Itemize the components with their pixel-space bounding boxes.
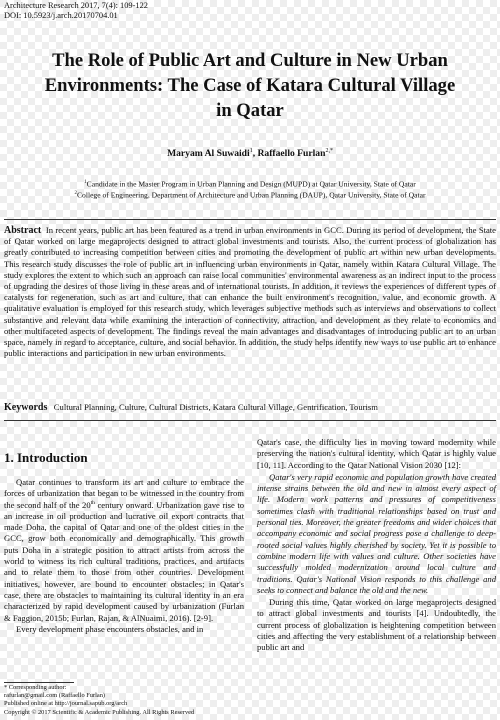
abstract-label: Abstract (4, 225, 42, 236)
doi-line: DOI: 10.5923/j.arch.20170704.01 (4, 10, 118, 20)
footnotes (4, 684, 194, 717)
right-column (257, 437, 496, 654)
top-divider (4, 219, 496, 220)
footnote-email: rafurlan@gmail.com (Raffaello Furlan) (4, 692, 106, 700)
paper-title (20, 48, 480, 123)
section-heading: 1. Introduction (4, 450, 88, 465)
title-line-3: in Qatar (216, 100, 284, 121)
vision-quote: Qatar's very rapid economic and population growth have created intense strains between the old and new in almost every aspect of life. Modern work patterns and pressures of competitiveness sometimes clash with traditional relationships based on trust and personal ties. Moreover, the greater freedoms and wider choices that accompany economic and social progress pose a challenge to deep-rooted social values highly cherished by society. Yet it is possible to combine modern life with values and culture. Other societies have successfully molded modernization around local culture and traditions. Qatar's National Vision responds to this challenge and seeks to connect and balance the old and the new. (257, 471, 496, 595)
journal-citation: Architecture Research 2017, 7(4): 109-122 (4, 1, 148, 10)
affiliation-2: $^2$College of Engineering, Department of Architecture and Urban Planning (DAUP), Qatar University, State of Qatar (74, 190, 426, 200)
right-paragraph-2: During this time, Qatar worked on large megaprojects designed to attract global investments and tourists [4]. Undoubtedly, the current process of globalization is heightening competition between cities and affecting the very establishment of a relationship between public art and (257, 597, 496, 653)
author-2: Raffaello Furlan (257, 148, 326, 160)
author-1-affil: 1 (249, 148, 253, 154)
footnote-published: Published online at http://journal.sapub.org/arch (4, 700, 128, 708)
author-separator: , (252, 148, 258, 160)
left-column (4, 477, 244, 635)
title-line-1: The Role of Public Art and Culture in New Urban (52, 50, 448, 71)
abstract-block (4, 225, 496, 359)
footnote-divider (4, 682, 74, 683)
intro-paragraph-2: Every development phase encounters obstacles, and in (16, 623, 204, 634)
intro-paragraph-1: Qatar continues to transform its art and culture to embrace the forces of urbanization that began to be witnessed in the country from the second half of the 20th century onward. Urbanization gave rise to an increase in oil production and lucrative oil export contracts that made Doha, the capital of Qatar and one of the oldest cities in the GCC, grow both economically and demographically. This growth puts Doha in a strategic position to attract artists from across the world to witness its rich cultural traditions, practices, and artifacts and to relate them to those from other countries. Development initiatives, however, are bound to encounter obstacles; in Qatar's case, there are obstacles to maintaining its cultural identity in an era characterized by rapid development caused by urbanization (Furlan & Faggion, 2015b; Furlan, Rajan, & AlNuaimi, 2016). [2-9]. (4, 477, 245, 623)
author-1: Maryam Al Suwaidi (167, 148, 250, 160)
affiliation-1: $^1$Candidate in the Master Program in Urban Planning and Design (MUPD) at Qatar University, State of Qatar (84, 179, 416, 189)
bottom-divider (4, 420, 496, 421)
affiliations (0, 178, 500, 200)
author-list (0, 148, 500, 159)
title-line-2: Environments: The Case of Katara Cultural Village (44, 75, 456, 96)
right-paragraph-1: Qatar's case, the difficulty lies in moving toward modernity while preserving the nation's cultural identity, which Qatar is highly value [10, 11]. According to the Qatar National Vision 2030 [12]: (257, 437, 496, 470)
author-2-affil: 2,* (325, 148, 333, 154)
keywords-text: Cultural Planning, Culture, Cultural Districts, Katara Cultural Village, Gentrification, Tourism (53, 402, 378, 412)
keywords-block (4, 401, 496, 414)
footnote-corresponding: * Corresponding author: (4, 684, 67, 691)
journal-header (4, 1, 148, 20)
footnote-copyright: Copyright © 2017 Scientific & Academic Publishing. All Rights Reserved (4, 708, 195, 716)
abstract-text: In recent years, public art has been featured as a trend in urban environments in GCC. During its period of development, the State of Qatar worked on large megaprojects designed to attract global investments and tourists. Also, the current process of globalization has greatly contributed to increasing competition between cities and promoting the development of public art within new urban developments. This research study discusses the role of public art in influencing urban environments in Qatar, namely within Katara Cultural Village. The study explores the extent to which such an approach can raise local communities' environmental awareness as an indirect input to the process of upgrading the desires of those living in these areas and of international tourists. In addition, it reviews the experiences of different types of catalysts for regeneration, such as art and culture, that can enhance the built environment's recognition, value, and economic growth. A qualitative evaluation is employed for this research study, which leverages subjective methods such as interviews and observations to collect substantive and relevant data while examining the interaction of connectivity, attraction, and development as they relate to economics and other multifaceted aspects of development. The findings reveal the main advantages and disadvantages of introducing public art to an urban space, namely in regard to acceptance, culture, and social behavior. In addition, the study helps identify new ways to use public art to enhance public interactions and participation in new urban environments. (4, 225, 496, 359)
keywords-label: Keywords (4, 402, 48, 413)
